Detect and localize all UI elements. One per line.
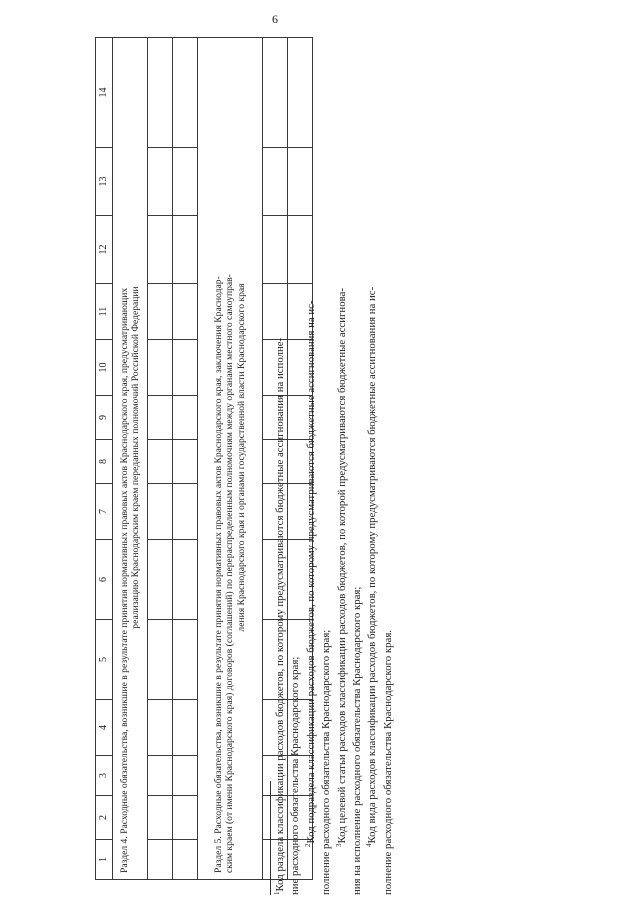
table-cell: [173, 440, 198, 484]
column-number: 4: [96, 700, 113, 756]
table-cell: [173, 148, 198, 216]
table-cell: [148, 216, 173, 284]
column-number: 13: [96, 148, 113, 216]
column-number: 14: [96, 38, 113, 148]
column-number: 1: [96, 840, 113, 880]
table-cell: [148, 440, 173, 484]
page-number: 6: [272, 12, 278, 26]
table-cell: [148, 396, 173, 440]
footnote-text: Код вида расходов классификации расходов бюджетов, по которому предусматриваются бюджетные ассигнования на ис-: [366, 286, 379, 844]
table-cell: [173, 38, 198, 148]
table-cell: [173, 620, 198, 700]
table-cell: [173, 540, 198, 620]
column-number: 3: [96, 756, 113, 796]
section-5-line: ления Краснодарского края и органами государственной власти Краснодарского края: [235, 283, 247, 632]
section-5-row: [198, 38, 263, 880]
footnote-2-cont: [319, 49, 334, 895]
footnote-text: ния на исполнение расходного обязательства Краснодарского края;: [351, 586, 364, 895]
footnote-text: полнение расходного обязательства Краснодарского края;: [320, 629, 333, 895]
table-cell: [148, 700, 173, 756]
column-number: 9: [96, 396, 113, 440]
column-number: 11: [96, 284, 113, 340]
footnote-marker: 2: [303, 843, 312, 847]
footnote-4: [365, 49, 380, 895]
footnote-3: [335, 49, 350, 895]
footnote-marker: 1: [273, 891, 281, 895]
table-cell: [173, 396, 198, 440]
column-number: 7: [96, 484, 113, 540]
table-cell: [148, 284, 173, 340]
section-4-line: реализацию Краснодарским краем переданных полномочий Российской Федерации: [130, 286, 141, 629]
table-cell: [148, 756, 173, 796]
column-number: 6: [96, 540, 113, 620]
column-number: 10: [96, 340, 113, 396]
table-cell: [173, 796, 198, 840]
section-5-title: [198, 38, 263, 880]
table-cell: [173, 340, 198, 396]
table-cell: [173, 840, 198, 880]
footnote-text: полнение расходного обязательства Краснодарского края.: [381, 629, 394, 895]
footnote-marker: 4: [365, 843, 374, 847]
column-number: 8: [96, 440, 113, 484]
footnote-marker: 3: [334, 843, 343, 847]
footnote-text: ние расходного обязательства Краснодарского края;: [289, 656, 302, 895]
section-4-row: [113, 38, 148, 880]
column-number: 5: [96, 620, 113, 700]
footnotes-block: [270, 49, 396, 895]
table-row: [148, 38, 173, 880]
footnote-separator: [270, 781, 271, 895]
footnote-2: [304, 49, 319, 895]
footnote-3-cont: [350, 49, 365, 895]
table-cell: [173, 484, 198, 540]
table-cell: [173, 700, 198, 756]
table-cell: [173, 284, 198, 340]
footnote-1-cont: [288, 49, 303, 895]
footnote-text: Код подраздела классификации расходов бюджетов, по которому предусматриваются бюджетные ассигнования на ис-: [304, 300, 317, 844]
footnote-1: [273, 49, 288, 895]
table-row: [173, 38, 198, 880]
table-cell: [148, 840, 173, 880]
table-cell: [173, 756, 198, 796]
table-header-row: [96, 38, 113, 880]
column-number: 2: [96, 796, 113, 840]
table-cell: [148, 38, 173, 148]
section-5-line: Раздел 5. Расходные обязательства, возникшие в результате принятия нормативных правовых актов Краснодарского края, заключения Краснодар-: [213, 276, 225, 873]
footnote-4-cont: [381, 49, 396, 895]
section-4-title: [113, 38, 148, 880]
footnote-text: Код целевой статьи расходов классификации расходов бюджетов, по которой предусматриваются бюджетные ассигнова-: [335, 288, 348, 844]
table-cell: [148, 484, 173, 540]
section-5-line: ским краем (от имени Краснодарского края) договоров (соглашений) по перераспределенным полномочиям между органами местного самоуправ-: [224, 274, 236, 873]
column-number: 12: [96, 216, 113, 284]
footnote-text: Код раздела классификации расходов бюджетов, по которому предусматриваются бюджетные ассигнования на исполне-: [274, 337, 286, 892]
table-cell: [148, 148, 173, 216]
table-cell: [148, 540, 173, 620]
table-cell: [148, 340, 173, 396]
table-cell: [173, 216, 198, 284]
table-cell: [148, 796, 173, 840]
table-cell: [148, 620, 173, 700]
section-4-line: Раздел 4. Расходные обязательства, возникшие в результате принятия нормативных правовых актов Краснодарского края, предусматривающих: [118, 287, 130, 873]
